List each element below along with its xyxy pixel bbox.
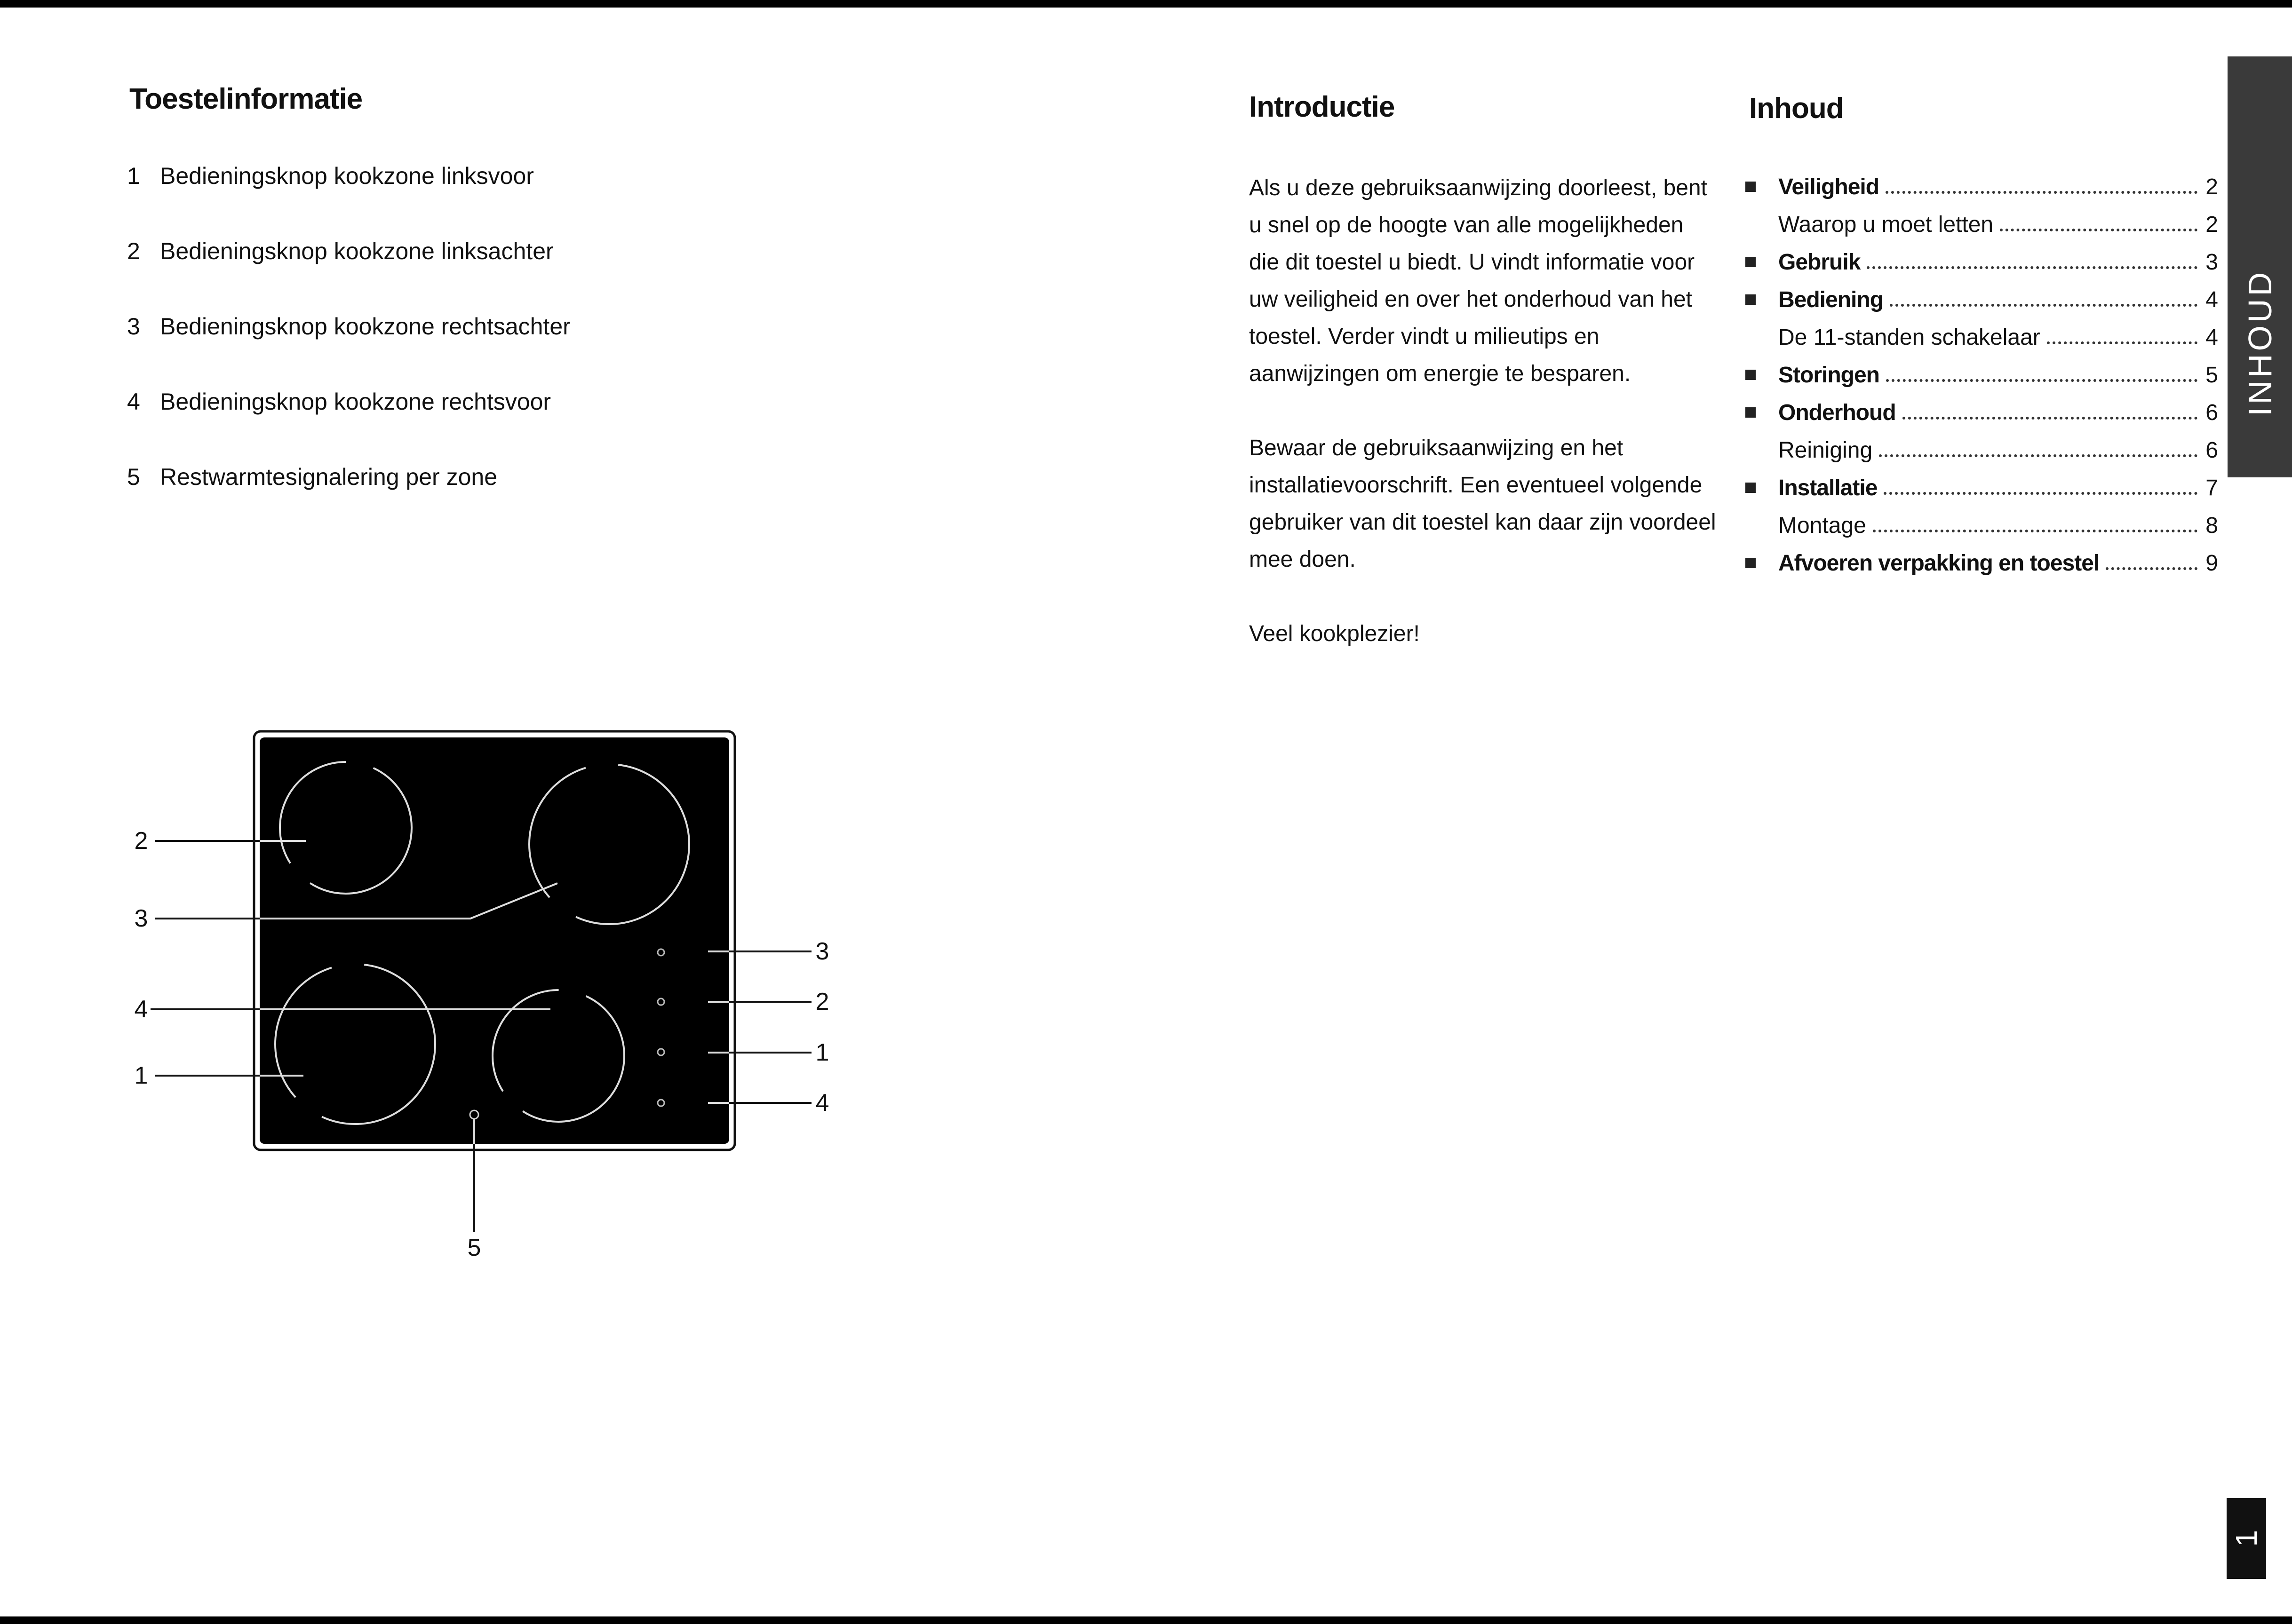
toc-page: 3 [2205,249,2218,275]
toc-page: 4 [2205,287,2218,312]
toc-label: De 11-standen schakelaar [1778,325,2040,350]
item-text: Restwarmtesignalering per zone [160,464,498,490]
toc-label: Installatie [1778,475,1878,500]
callout-number: 3 [134,905,148,932]
item-text: Bedieningsknop kookzone linksachter [160,238,554,264]
callout-number: 3 [815,938,829,965]
toc-page: 7 [2205,475,2218,500]
toc-page: 6 [2205,400,2218,425]
page-number: 1 [2229,1530,2263,1547]
toc-label: Bediening [1778,287,1884,312]
toc-page: 2 [2205,174,2218,199]
item-number: 4 [127,388,140,415]
item-text: Bedieningsknop kookzone linksvoor [160,163,534,189]
cooktop-panel [260,737,729,1144]
toc-page: 4 [2205,325,2218,350]
item-number: 1 [127,163,140,189]
toc-label: Reiniging [1778,437,1873,463]
toc-title: Inhoud [1749,92,1844,125]
toc-page: 2 [2205,212,2218,237]
callout-number: 5 [467,1234,481,1261]
item-number: 3 [127,313,140,340]
toc-label: Gebruik [1778,249,1861,275]
callout-number: 2 [815,988,829,1015]
item-text: Bedieningsknop kookzone rechtsvoor [160,388,551,415]
toc-page: 9 [2205,550,2218,576]
toc-label: Afvoeren verpakking en toestel [1778,550,2100,576]
callout-number: 1 [815,1039,829,1066]
callout-number: 4 [815,1089,829,1117]
callout-number: 2 [134,827,148,855]
toc-label: Storingen [1778,362,1879,388]
toc-label: Onderhoud [1778,400,1896,425]
callout-number: 1 [134,1062,148,1089]
toc-page: 5 [2205,362,2218,388]
toc-page: 8 [2205,513,2218,538]
intro-paragraph: Bewaar de gebruiksaanwijzing en het installatievoorschrift. Een eventueel volgende gebruiker van dit toestel kan daar zijn voordeel mee doen. [1249,436,1716,572]
section-tab-label: INHOUD [2241,269,2278,416]
device-info-title: Toestelinformatie [129,83,363,115]
toc-label: Waarop u moet letten [1778,212,1994,237]
intro-title: Introductie [1249,91,1395,123]
toc-label: Veiligheid [1778,174,1879,199]
toc-page: 6 [2205,437,2218,463]
item-number: 5 [127,464,140,490]
callout-number: 4 [134,996,148,1023]
item-number: 2 [127,238,140,264]
intro-paragraph: Als u deze gebruiksaanwijzing doorleest, bent u snel op de hoogte van alle mogelijkheden die dit toestel u biedt. U vindt informatie voor uw veiligheid en over het onderhoud van het toestel. Verder vindt u milieutips en aanwijzingen om energie te besparen. [1249,175,1707,386]
intro-closing: Veel kookplezier! [1249,621,1420,646]
item-text: Bedieningsknop kookzone rechtsachter [160,313,571,340]
toc-label: Montage [1778,513,1866,538]
